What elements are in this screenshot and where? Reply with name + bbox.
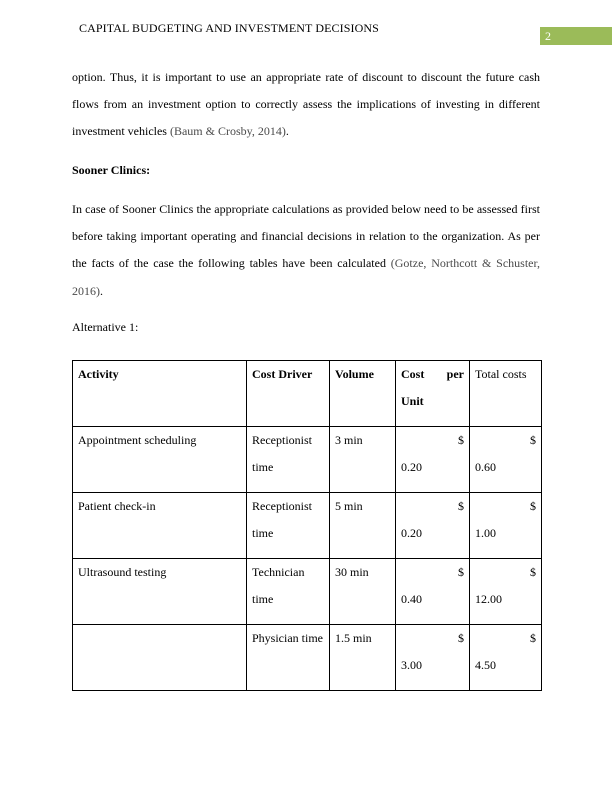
cell-total-value: 1.00 — [475, 526, 496, 540]
cell-cost-per-unit — [396, 493, 470, 559]
cell-total-symbol: $ — [530, 565, 536, 579]
cell-cost-per-unit — [396, 625, 470, 691]
section-heading: Sooner Clinics: — [72, 163, 151, 177]
cell-total-symbol: $ — [530, 433, 536, 447]
cell-total-symbol: $ — [530, 499, 536, 513]
header-cost-per-unit-line2: Unit — [401, 394, 424, 408]
paragraph-sooner-text: In case of Sooner Clinics the appropriate calculations as provided below need to be assessed first before taking important operating and financial decisions in relation to the organization. As per the facts of the case the following tables have been calculated — [72, 202, 540, 271]
cell-driver-line1: Physician time — [252, 631, 323, 645]
cell-cost-per-unit — [396, 427, 470, 493]
cell-cpu-symbol: $ — [458, 631, 464, 645]
cell-driver-line1: Receptionist — [252, 499, 312, 513]
cell-total-cost — [470, 427, 542, 493]
cell-total-cost — [470, 625, 542, 691]
paragraph-sooner-end: . — [100, 283, 103, 298]
table-header-row — [73, 361, 542, 427]
table-row — [73, 559, 542, 625]
header-cost-per-unit-line1: Cost per — [401, 367, 464, 381]
cell-cpu-value: 3.00 — [401, 658, 422, 672]
cell-driver-line2: time — [252, 592, 274, 606]
cell-total-value: 0.60 — [475, 460, 496, 474]
cell-total-value: 12.00 — [475, 592, 502, 606]
table-row — [73, 427, 542, 493]
header-total-costs: Total costs — [470, 361, 542, 427]
cell-driver-line2: time — [252, 460, 274, 474]
cell-cpu-value: 0.20 — [401, 460, 422, 474]
cell-activity: Appointment scheduling — [73, 427, 247, 493]
cell-cpu-symbol: $ — [458, 499, 464, 513]
cell-driver-line1: Technician — [252, 565, 305, 579]
cell-volume: 5 min — [330, 493, 396, 559]
cell-driver-line1: Receptionist — [252, 433, 312, 447]
cell-activity — [73, 625, 247, 691]
cell-cpu-symbol: $ — [458, 433, 464, 447]
paragraph-sooner — [72, 196, 540, 305]
page-number: 2 — [540, 27, 612, 45]
cell-cpu-value: 0.20 — [401, 526, 422, 540]
alternative-label: Alternative 1: — [72, 320, 139, 334]
cell-total-symbol: $ — [530, 631, 536, 645]
cell-cost-driver — [247, 559, 330, 625]
cell-cost-driver — [247, 427, 330, 493]
cell-volume: 1.5 min — [330, 625, 396, 691]
citation-gotze: (Gotze, Northcott & Schuster, 2016) — [72, 256, 540, 298]
cell-volume: 30 min — [330, 559, 396, 625]
cell-activity: Ultrasound testing — [73, 559, 247, 625]
cell-cost-driver — [247, 625, 330, 691]
table-row — [73, 625, 542, 691]
header-cost-per-unit — [396, 361, 470, 427]
paragraph-intro-end: . — [285, 124, 289, 139]
header-activity: Activity — [73, 361, 247, 427]
cell-cpu-value: 0.40 — [401, 592, 422, 606]
cell-cost-per-unit — [396, 559, 470, 625]
cell-total-cost — [470, 493, 542, 559]
cell-volume: 3 min — [330, 427, 396, 493]
cell-total-value: 4.50 — [475, 658, 496, 672]
running-head: CAPITAL BUDGETING AND INVESTMENT DECISIONS — [79, 21, 379, 35]
cell-cost-driver — [247, 493, 330, 559]
header-cost-driver: Cost Driver — [247, 361, 330, 427]
paragraph-intro — [72, 64, 540, 146]
cell-cpu-symbol: $ — [458, 565, 464, 579]
cell-activity: Patient check-in — [73, 493, 247, 559]
citation-baum-crosby: (Baum & Crosby, 2014) — [169, 124, 286, 139]
cell-total-cost — [470, 559, 542, 625]
paragraph-intro-text: option. Thus, it is important to use an appropriate rate of discount to discount the future cash flows from an investment option to correctly assess the implications of investing in different investment vehicles — [72, 70, 540, 139]
header-volume: Volume — [330, 361, 396, 427]
cost-table — [72, 360, 542, 691]
cell-driver-line2: time — [252, 526, 274, 540]
table-row — [73, 493, 542, 559]
